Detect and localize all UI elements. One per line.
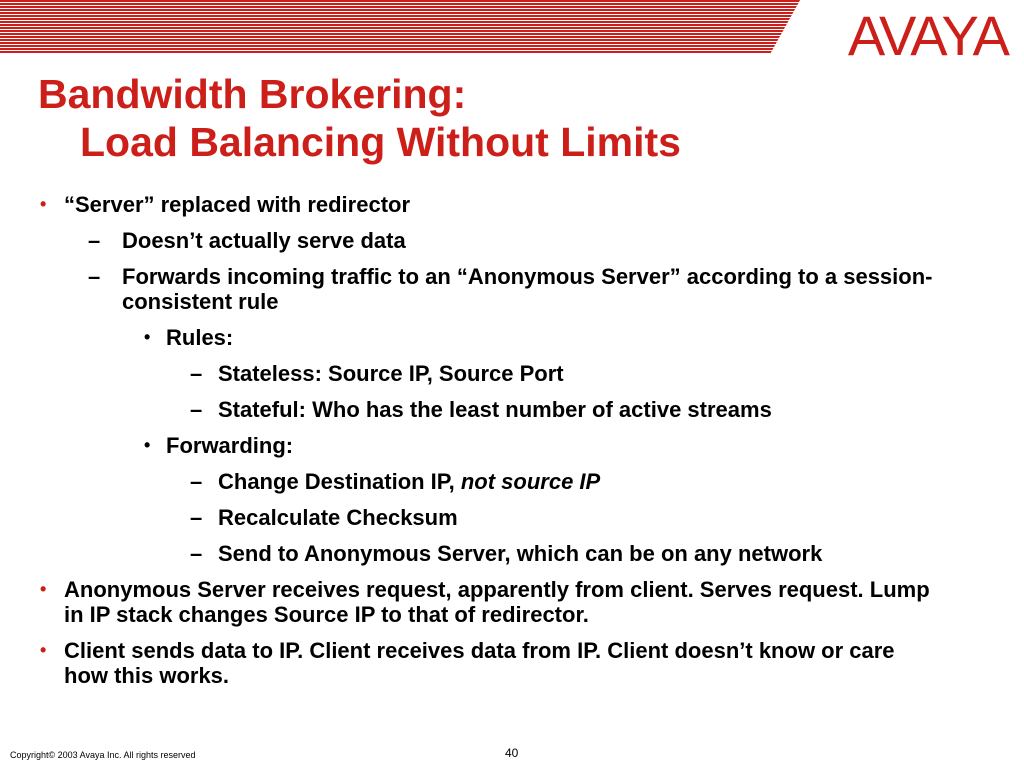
bullet-marker: •: [40, 194, 47, 214]
forwarding-send-anonymous: [0, 541, 1024, 566]
bullet-marker: •: [40, 640, 47, 660]
bullet-marker: •: [144, 435, 151, 455]
forwarding-text: Change Destination IP,: [218, 469, 461, 494]
dash-marker: –: [190, 505, 203, 530]
bullet-text: Anonymous Server receives request, apparently from client. Serves request. Lump in IP stack changes Source IP to that of redirector.: [64, 577, 930, 627]
slide-body: [0, 192, 1024, 699]
subbullet-text: Doesn’t actually serve data: [122, 228, 406, 253]
subbullet-not-serve: [0, 228, 982, 253]
header-stripe-bar: [0, 0, 800, 54]
forwarding-text: Send to Anonymous Server, which can be on any network: [218, 541, 823, 566]
forwarding-change-destination: [0, 469, 1024, 494]
bullet-server-redirector: [0, 192, 944, 217]
rule-text: Stateful: Who has the least number of active streams: [218, 397, 772, 422]
dash-marker: –: [190, 469, 203, 494]
forwarding-italic-text: not source IP: [460, 469, 601, 494]
avaya-logo: AVAYA: [847, 4, 1008, 67]
page-number: 40: [505, 746, 519, 760]
title-line-1: Bandwidth Brokering:: [38, 71, 467, 117]
subbullet-text: Forwarding:: [166, 433, 294, 458]
dash-marker: –: [190, 361, 203, 386]
dash-marker: –: [88, 228, 101, 253]
bullet-marker: •: [144, 327, 151, 347]
dash-marker: –: [190, 541, 203, 566]
slide-title: [38, 70, 681, 166]
subbullet-text: Forwards incoming traffic to an “Anonymous Server” according to a session-consistent rule: [122, 264, 933, 314]
rule-text: Stateless: Source IP, Source Port: [218, 361, 564, 386]
bullet-anonymous-server: [0, 577, 944, 627]
bullet-text: Client sends data to IP. Client receives data from IP. Client doesn’t know or care how this works.: [64, 638, 895, 688]
subbullet-text: Rules:: [166, 325, 234, 350]
bullet-marker: •: [40, 579, 47, 599]
dash-marker: –: [190, 397, 203, 422]
rule-stateless: [0, 361, 1024, 386]
copyright-notice: Copyright© 2003 Avaya Inc. All rights reserved: [10, 750, 196, 760]
bullet-text: “Server” replaced with redirector: [64, 192, 411, 217]
bullet-client-sends: [0, 638, 944, 688]
subbullet-rules: [0, 325, 1024, 350]
forwarding-text: Recalculate Checksum: [218, 505, 458, 530]
dash-marker: –: [88, 264, 101, 289]
rule-stateful: [0, 397, 1024, 422]
forwarding-recalculate: [0, 505, 1024, 530]
subbullet-forwards-traffic: [0, 264, 982, 314]
subbullet-forwarding: [0, 433, 1024, 458]
title-line-2: Load Balancing Without Limits: [80, 119, 681, 165]
